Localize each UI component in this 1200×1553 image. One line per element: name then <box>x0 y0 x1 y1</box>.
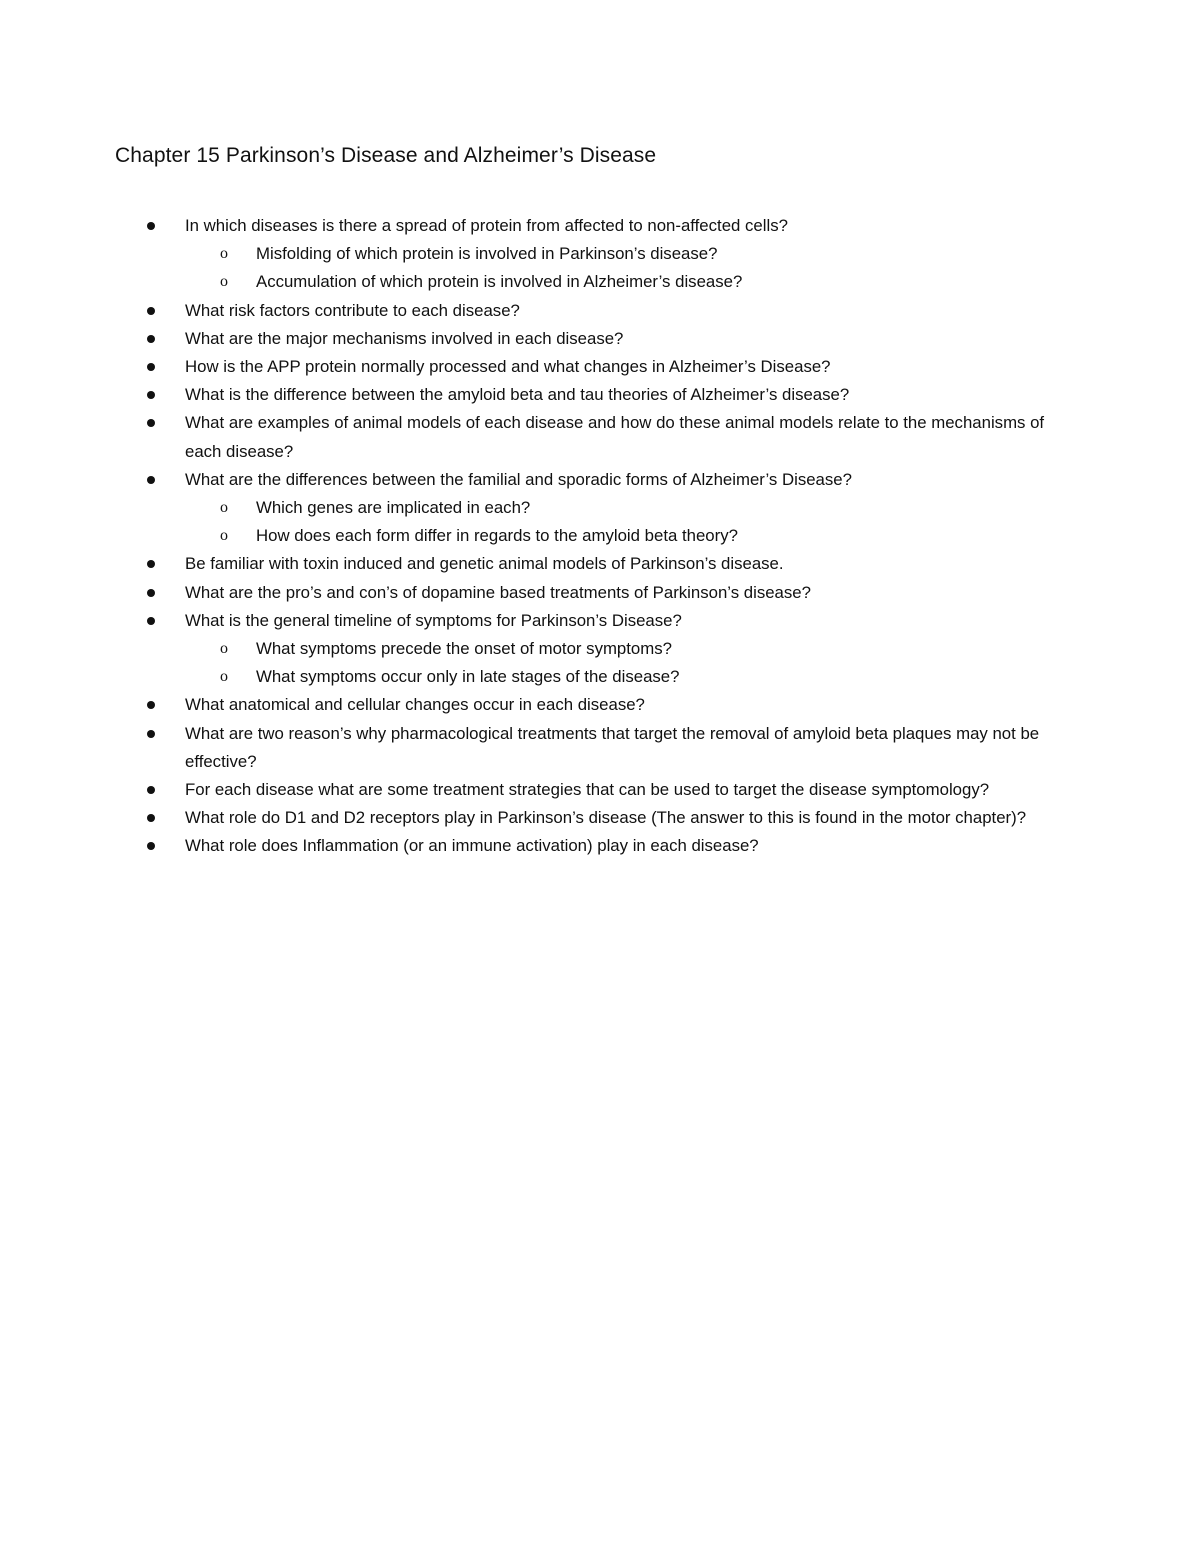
list-item <box>0 212 1065 240</box>
bullet-icon <box>147 560 155 568</box>
list-item <box>0 381 1065 409</box>
bullet-icon <box>147 701 155 709</box>
list-item-text: What symptoms precede the onset of motor symptoms? <box>256 639 672 659</box>
list-item-text: Which genes are implicated in each? <box>256 498 531 518</box>
sub-bullet-icon: o <box>220 273 228 291</box>
bullet-icon <box>147 363 155 371</box>
sub-list-item <box>0 268 1056 296</box>
list-item-text: What is the general timeline of symptoms for Parkinson’s Disease? <box>185 610 682 630</box>
list-item-text: In which diseases is there a spread of protein from affected to non-affected cells? <box>185 216 788 235</box>
list-item-text: For each disease what are some treatment strategies that can be used to target the disease symptomology? <box>185 780 990 800</box>
bullet-icon <box>147 786 155 794</box>
bullet-icon <box>147 419 155 427</box>
sub-bullet-icon: o <box>220 668 228 686</box>
sub-list-item <box>0 663 1056 691</box>
list-item-text: What are two reason’s why pharmacological treatments that target the removal of amyloid beta plaques may not be effective? <box>185 723 1040 771</box>
list-item-text: What are examples of animal models of each disease and how do these animal models relate to the mechanisms of each disease? <box>185 413 1045 461</box>
list-item <box>0 297 1065 325</box>
bullet-icon <box>147 730 155 738</box>
question-list <box>0 212 1200 861</box>
bullet-icon <box>147 617 155 625</box>
list-item-text: What anatomical and cellular changes occur in each disease? <box>185 695 645 715</box>
list-item <box>0 804 1065 832</box>
list-item <box>0 409 1065 465</box>
sub-list-item <box>0 240 1056 268</box>
sub-bullet-icon: o <box>220 499 228 517</box>
list-item <box>0 579 1065 607</box>
bullet-icon <box>147 307 155 315</box>
list-item-text: What are the major mechanisms involved in each disease? <box>185 328 624 348</box>
sub-bullet-icon: o <box>220 245 228 263</box>
list-item-text: What is the difference between the amyloid beta and tau theories of Alzheimer’s disease? <box>185 385 850 405</box>
list-item-text: What role does Inflammation (or an immune activation) play in each disease? <box>185 836 759 856</box>
list-item <box>0 607 1065 635</box>
list-item <box>0 720 1065 776</box>
list-item-text: What are the pro’s and con’s of dopamine based treatments of Parkinson’s disease? <box>185 582 811 602</box>
list-item <box>0 776 1065 804</box>
sub-bullet-icon: o <box>220 527 228 545</box>
sub-list-item <box>0 635 1056 663</box>
list-item <box>0 691 1065 719</box>
list-item-text: Accumulation of which protein is involved in Alzheimer’s disease? <box>256 272 743 292</box>
bullet-icon <box>147 391 155 399</box>
sub-bullet-icon: o <box>220 640 228 658</box>
bullet-icon <box>147 842 155 850</box>
list-item-text: Misfolding of which protein is involved in Parkinson’s disease? <box>256 244 718 264</box>
list-item <box>0 353 1065 381</box>
bullet-icon <box>147 476 155 484</box>
list-item <box>0 325 1065 353</box>
list-item-text: How does each form differ in regards to the amyloid beta theory? <box>256 526 738 546</box>
bullet-icon <box>147 335 155 343</box>
list-item <box>0 550 1065 578</box>
list-item-text: What role do D1 and D2 receptors play in Parkinson’s disease (The answer to this is found in the motor chapter)? <box>185 808 1027 828</box>
bullet-icon <box>147 222 155 230</box>
list-item-text: What symptoms occur only in late stages of the disease? <box>256 667 680 687</box>
list-item <box>0 466 1065 494</box>
list-item <box>0 832 1065 860</box>
bullet-icon <box>147 589 155 597</box>
bullet-icon <box>147 814 155 822</box>
page-title: Chapter 15 Parkinson’s Disease and Alzheimer’s Disease <box>115 144 657 167</box>
list-item-text: How is the APP protein normally processed and what changes in Alzheimer’s Disease? <box>185 357 831 377</box>
list-item-text: What risk factors contribute to each disease? <box>185 300 520 320</box>
sub-list-item <box>0 522 1056 550</box>
sub-list-item <box>0 494 1056 522</box>
list-item-text: Be familiar with toxin induced and genetic animal models of Parkinson’s disease. <box>185 554 784 574</box>
list-item-text: What are the differences between the familial and sporadic forms of Alzheimer’s Disease? <box>185 469 852 489</box>
